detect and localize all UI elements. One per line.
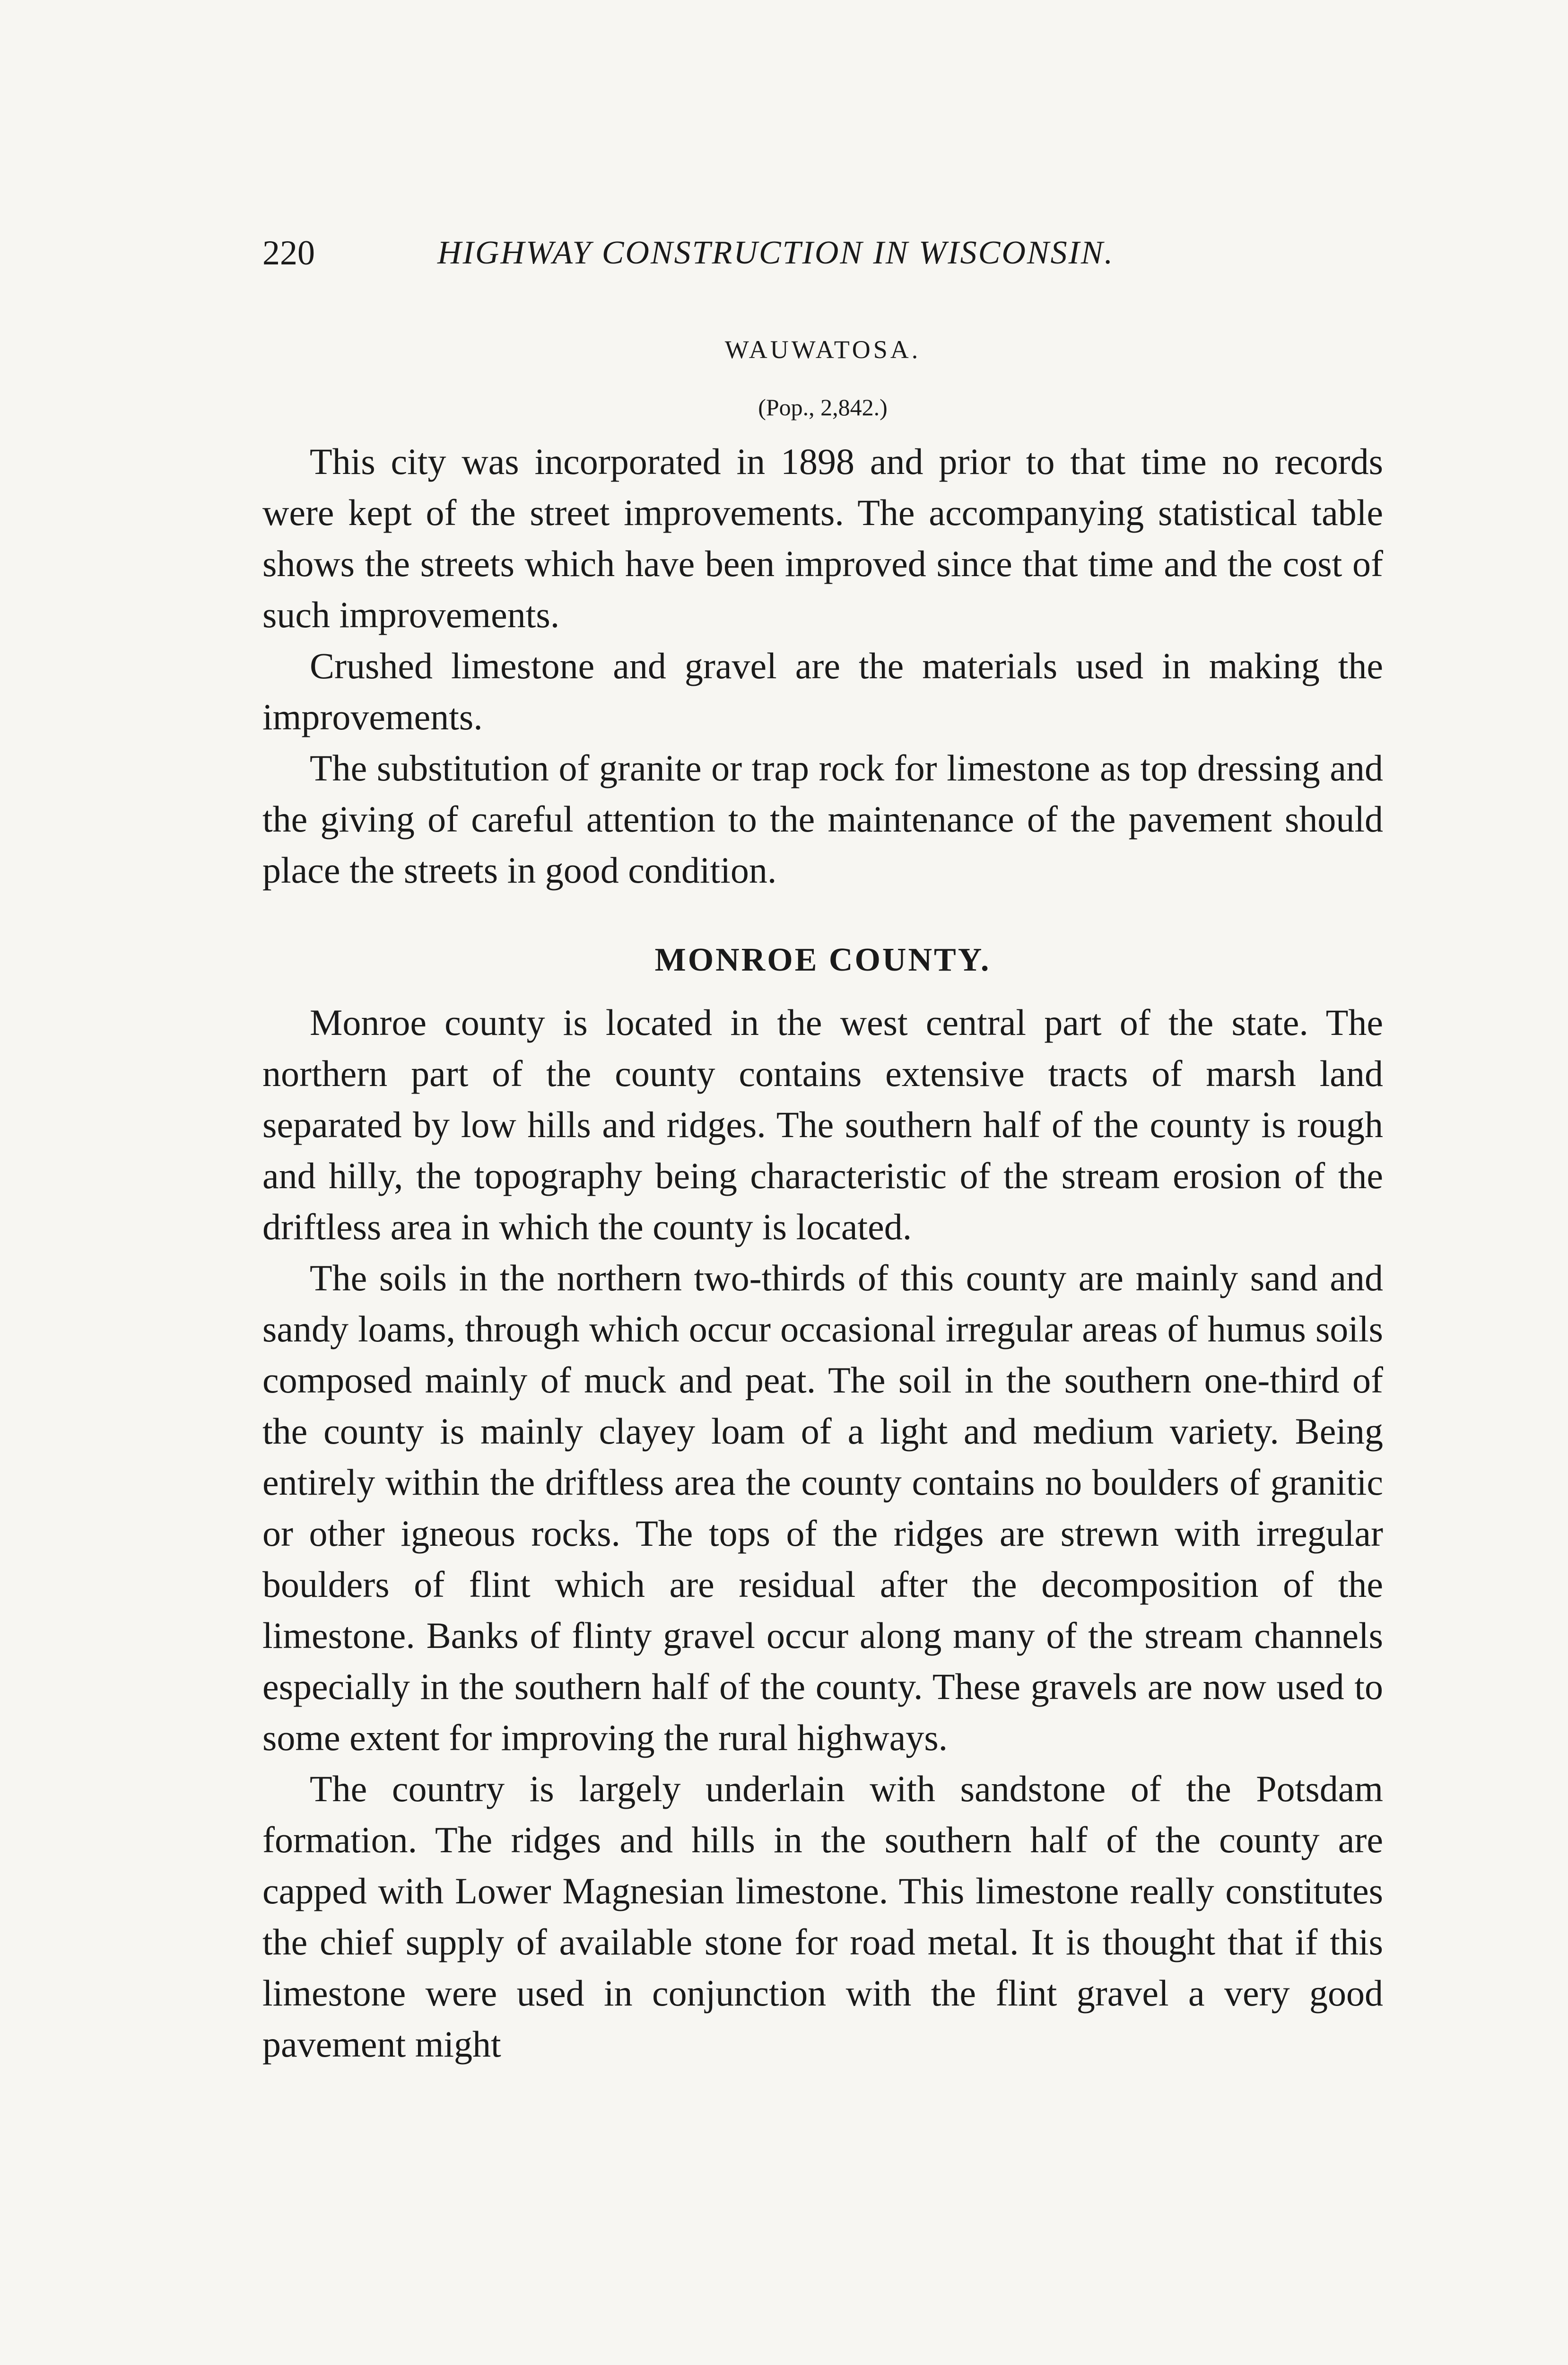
paragraph: The country is largely underlain with sandstone of the Potsdam formation. The ridges and hills in the southern half of the county are capped with Lower Magnesian limestone. This limestone really constitutes the chief supply of available stone for road metal. It is thought that if this limestone were used in conjunction with the flint gravel a very good pavement might	[262, 1768, 1383, 2065]
running-title: HIGHWAY CONSTRUCTION IN WISCONSIN.	[437, 235, 1115, 271]
running-head	[262, 232, 1383, 274]
page-number: 220	[262, 234, 315, 272]
paragraph: This city was incorporated in 1898 and prior to that time no records were kept of the street improvements. The accompanying statistical table shows the streets which have been improved since that time and the cost of such improvements.	[262, 441, 1383, 635]
paragraph: The substitution of granite or trap rock for limestone as top dressing and the giving of careful attention to the maintenance of the pavement should place the streets in good condition.	[262, 747, 1383, 891]
paragraph: Monroe county is located in the west central part of the state. The northern part of the county contains extensive tracts of marsh land separated by low hills and ridges. The southern half of the county is rough and hilly, the topography being characteristic of the stream erosion of the driftless area in which the county is located.	[262, 1002, 1383, 1247]
wauwatosa-text	[262, 436, 1383, 896]
wauwatosa-heading: WAUWATOSA.	[724, 335, 921, 364]
paragraph: Crushed limestone and gravel are the materials used in making the improvements.	[262, 645, 1383, 737]
monroe-county-heading: MONROE COUNTY.	[654, 942, 991, 978]
monroe-text	[262, 997, 1383, 2070]
wauwatosa-population: (Pop., 2,842.)	[758, 394, 888, 420]
paragraph: The soils in the northern two-thirds of this county are mainly sand and sandy loams, through which occur occasional irregular areas of humus soils composed mainly of muck and peat. The soil in the southern one-third of the county is mainly clayey loam of a light and medium variety. Being entirely within the driftless area the county contains no boulders of granitic or other igneous rocks. The tops of the ridges are strewn with irregular boulders of flint which are residual after the decomposition of the limestone. Banks of flinty gravel occur along many of the stream channels especially in the southern half of the county. These gravels are now used to some extent for improving the rural highways.	[262, 1257, 1383, 1758]
